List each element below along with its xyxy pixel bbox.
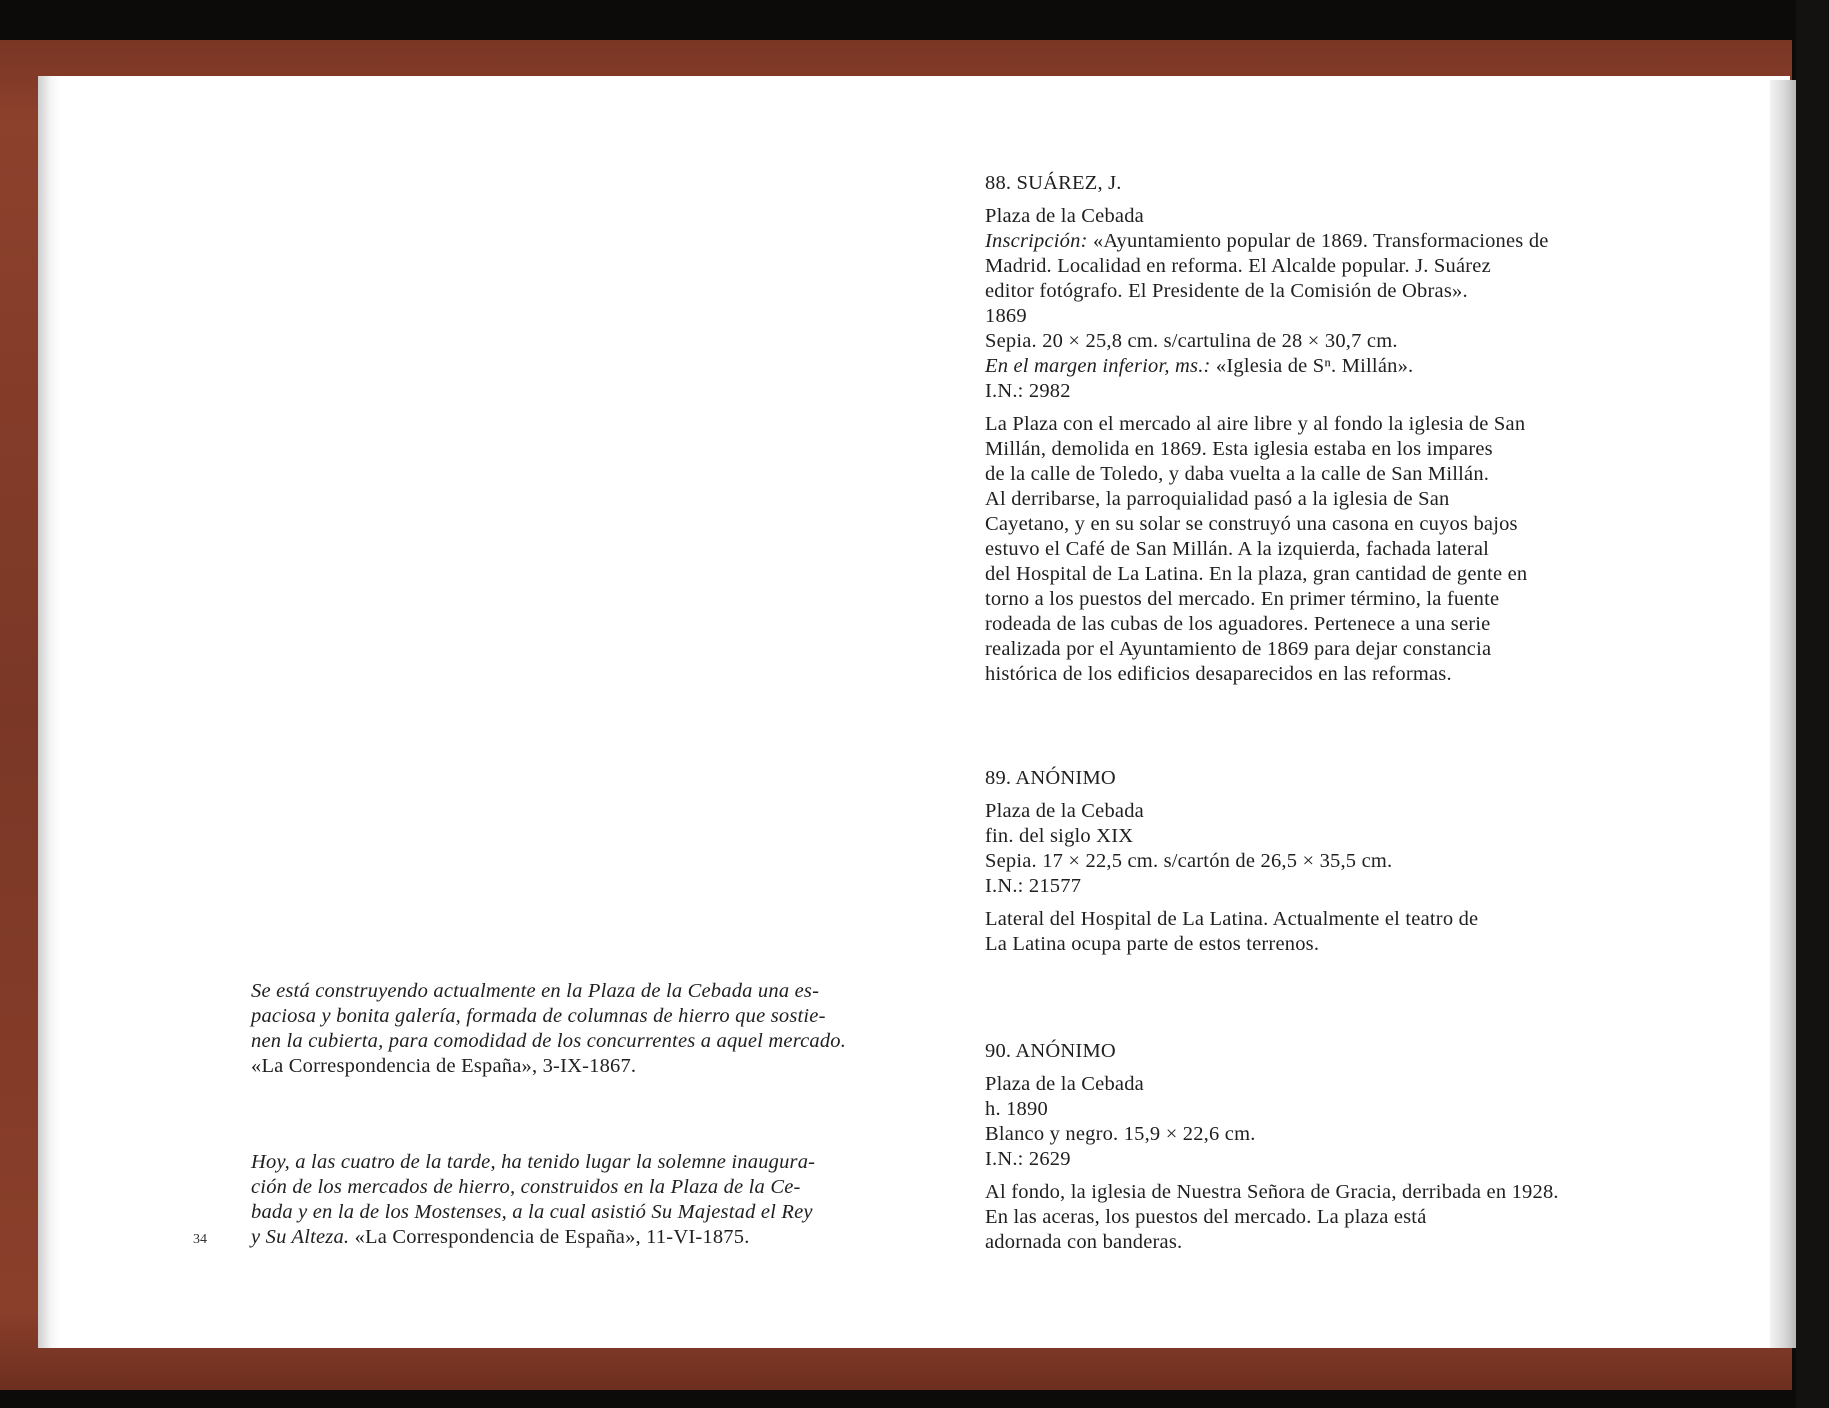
entry-date: fin. del siglo XIX	[985, 825, 1134, 847]
catalog-entry-89	[985, 766, 1645, 957]
entry-description-line: Cayetano, y en su solar se construyó una casona en cuyos bajos	[985, 513, 1518, 535]
entry-description-line: histórica de los edificios desaparecidos en las reformas.	[985, 663, 1452, 685]
entry-technique: Blanco y negro. 15,9 × 22,6 cm.	[985, 1123, 1256, 1145]
quote-line: nen la cubierta, para comodidad de los concurrentes a aquel mercado.	[251, 1030, 847, 1052]
book-spine	[1796, 0, 1829, 1408]
margin-label: En el margen inferior, ms.:	[985, 355, 1211, 377]
entry-technique: Sepia. 20 × 25,8 cm. s/cartulina de 28 × 30,7 cm.	[985, 330, 1398, 352]
entry-description-line: Al derribarse, la parroquialidad pasó a la iglesia de San	[985, 488, 1450, 510]
entry-description-line: rodeada de las cubas de los aguadores. Pertenece a una serie	[985, 613, 1491, 635]
entry-description-line: La Latina ocupa parte de estos terrenos.	[985, 933, 1320, 955]
entry-description-line: de la calle de Toledo, y daba vuelta a la calle de San Millán.	[985, 463, 1490, 485]
entry-description-line: torno a los puestos del mercado. En primer término, la fuente	[985, 588, 1500, 610]
page-edge	[1770, 80, 1796, 1348]
entry-description-line: En las aceras, los puestos del mercado. La plaza está	[985, 1206, 1427, 1228]
inscription-text: «Ayuntamiento popular de 1869. Transformaciones de	[1092, 230, 1549, 252]
quote-italic-fragment: y Su Alteza.	[251, 1226, 350, 1248]
entry-heading: 88. SUÁREZ, J.	[985, 172, 1122, 194]
entry-description-line: realizada por el Ayuntamiento de 1869 para dejar constancia	[985, 638, 1492, 660]
margin-text: «Iglesia de Sⁿ. Millán».	[1215, 355, 1414, 377]
quote-source: «La Correspondencia de España», 3-IX-1867.	[251, 1055, 637, 1077]
inscription-text: Madrid. Localidad en reforma. El Alcalde popular. J. Suárez	[985, 255, 1491, 277]
entry-inventory: I.N.: 2629	[985, 1148, 1071, 1170]
entry-technique: Sepia. 17 × 22,5 cm. s/cartón de 26,5 × 35,5 cm.	[985, 850, 1393, 872]
entry-description-line: adornada con banderas.	[985, 1231, 1183, 1253]
quote-line: bada y en la de los Mostenses, a la cual asistió Su Majestad el Rey	[251, 1201, 813, 1223]
entry-description-line: del Hospital de La Latina. En la plaza, gran cantidad de gente en	[985, 563, 1528, 585]
entry-title: Plaza de la Cebada	[985, 205, 1144, 227]
entry-title: Plaza de la Cebada	[985, 1073, 1144, 1095]
quote-1	[251, 979, 929, 1079]
entry-inventory: I.N.: 21577	[985, 875, 1082, 897]
quote-line: Hoy, a las cuatro de la tarde, ha tenido lugar la solemne inaugura-	[251, 1151, 816, 1173]
entry-inscription	[985, 229, 1645, 254]
entry-description-line: Lateral del Hospital de La Latina. Actualmente el teatro de	[985, 908, 1479, 930]
catalog-entry-90	[985, 1039, 1645, 1255]
entry-date: h. 1890	[985, 1098, 1048, 1120]
entry-description-line: La Plaza con el mercado al aire libre y al fondo la iglesia de San	[985, 413, 1526, 435]
entry-description-line: estuvo el Café de San Millán. A la izquierda, fachada lateral	[985, 538, 1490, 560]
inscription-text: editor fotógrafo. El Presidente de la Comisión de Obras».	[985, 280, 1468, 302]
quote-line: paciosa y bonita galería, formada de columnas de hierro que sostie-	[251, 1005, 826, 1027]
entry-description-line: Millán, demolida en 1869. Esta iglesia estaba en los impares	[985, 438, 1493, 460]
quote-source: «La Correspondencia de España», 11-VI-1875.	[354, 1226, 750, 1248]
entry-title: Plaza de la Cebada	[985, 800, 1144, 822]
entry-date: 1869	[985, 305, 1027, 327]
quote-last-line	[251, 1225, 929, 1250]
page-number: 34	[193, 1232, 207, 1247]
page-gutter-shade	[38, 76, 60, 1348]
quote-line: Se está construyendo actualmente en la Plaza de la Cebada una es-	[251, 980, 820, 1002]
entry-description-line: Al fondo, la iglesia de Nuestra Señora de Gracia, derribada en 1928.	[985, 1181, 1559, 1203]
quote-line: ción de los mercados de hierro, construidos en la Plaza de la Ce-	[251, 1176, 801, 1198]
inscription-label: Inscripción:	[985, 230, 1088, 252]
entry-heading: 90. ANÓNIMO	[985, 1040, 1116, 1062]
entry-inventory: I.N.: 2982	[985, 380, 1071, 402]
quote-2	[251, 1150, 929, 1250]
catalog-entry-88	[985, 171, 1645, 687]
entry-margin-note	[985, 354, 1645, 379]
entry-heading: 89. ANÓNIMO	[985, 767, 1116, 789]
